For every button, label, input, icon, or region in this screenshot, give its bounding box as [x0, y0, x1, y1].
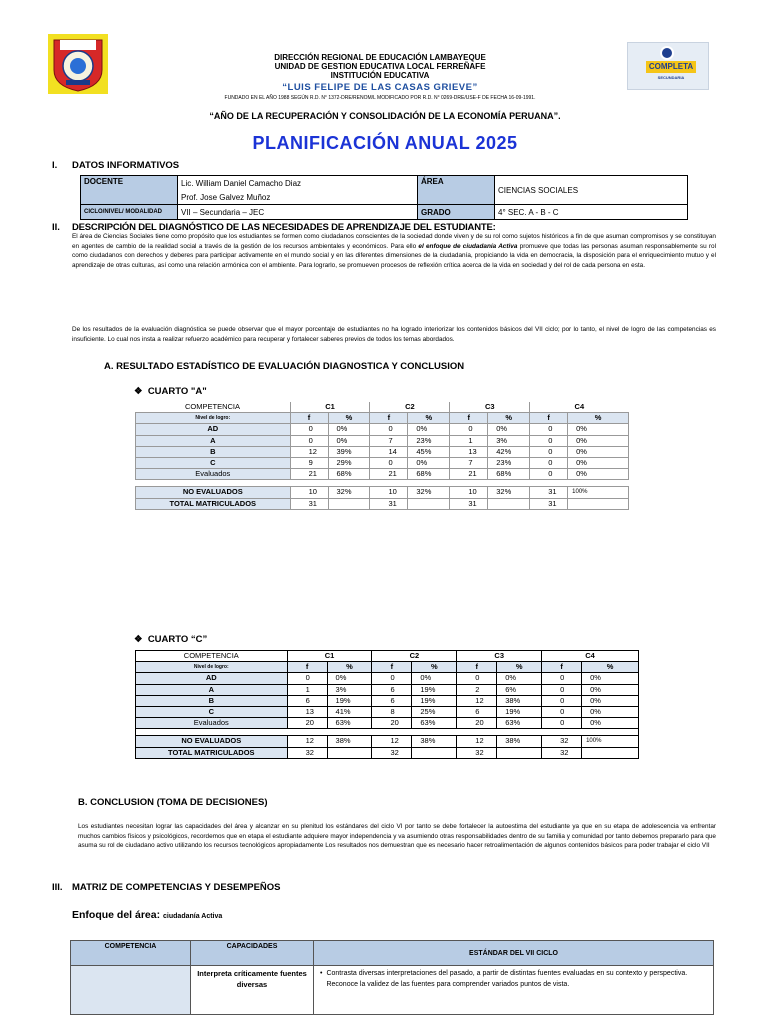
pct-cell: 0%	[488, 424, 530, 435]
pct-cell: 19%	[412, 695, 457, 706]
pct-header: %	[497, 662, 542, 673]
f-header: f	[457, 662, 497, 673]
freq-cell: 21	[370, 469, 408, 480]
stats-row-b	[136, 695, 639, 706]
pct-cell: 3%	[488, 435, 530, 446]
pct-cell: 0%	[582, 684, 639, 695]
bullet-icon: •	[320, 970, 323, 977]
pct-cell	[582, 747, 639, 758]
c3-header: C3	[450, 402, 530, 413]
ciclo-value: VII – Secundaria – JEC	[178, 205, 418, 220]
area-value: CIENCIAS SOCIALES	[495, 176, 688, 205]
pct-cell: 0%	[568, 469, 629, 480]
section1-num: I.	[52, 160, 58, 171]
freq-cell: 0	[530, 457, 568, 468]
diagnostic-paragraph-2: De los resultados de la evaluación diagnóstica se puede observar que el mayor porcentaje de estudiantes no ha logrado interiorizar los contenidos básicos del VII ciclo; por lo tanto, el nivel de logro de las competencias es insuficiente. Lo cual nos insta a realizar refuerzo académico para recuperar y fortalecer saberes previos de todos los temas abordados.	[72, 326, 716, 343]
freq-cell: 6	[372, 695, 412, 706]
freq-cell: 0	[542, 695, 582, 706]
freq-cell: 31	[370, 498, 408, 509]
freq-cell: 8	[372, 706, 412, 717]
freq-cell: 20	[372, 718, 412, 729]
row-label: TOTAL MATRICULADOS	[136, 498, 291, 509]
pct-cell: 0%	[582, 718, 639, 729]
section2-title: DESCRIPCIÓN DEL DIAGNÓSTICO DE LAS NECESIDADES DE APRENDIZAJE DEL ESTUDIANTE:	[72, 222, 496, 233]
pct-cell: 38%	[327, 736, 372, 747]
area-label: ÁREA	[418, 176, 495, 205]
row-label: A	[136, 684, 288, 695]
stats-row-evaluados	[136, 469, 629, 480]
freq-cell: 32	[542, 736, 582, 747]
pct-header: %	[412, 662, 457, 673]
section3-num: III.	[52, 882, 63, 893]
stats-table-cuarto-a	[135, 402, 629, 510]
diamond-bullet-icon: ❖	[134, 386, 143, 397]
pct-cell: 6%	[497, 684, 542, 695]
matriz-col-capacidades: CAPACIDADES	[191, 941, 314, 966]
pct-cell: 0%	[408, 424, 450, 435]
grado-value: 4° SEC. A - B - C	[495, 205, 688, 220]
diamond-bullet-icon: ❖	[134, 634, 143, 645]
pct-cell: 0%	[582, 706, 639, 717]
pct-cell: 0%	[328, 424, 370, 435]
stats-row-ad	[136, 424, 629, 435]
matriz-estandar-1	[314, 966, 714, 1015]
pct-cell	[328, 498, 370, 509]
pct-header: %	[328, 413, 370, 424]
row-label: C	[136, 706, 288, 717]
enfoque-value: ciudadanía Activa	[163, 913, 223, 920]
freq-cell: 12	[457, 736, 497, 747]
pct-cell: 23%	[408, 435, 450, 446]
matriz-competencia-cell	[71, 966, 191, 1015]
row-label: A	[136, 435, 291, 446]
pct-cell: 63%	[412, 718, 457, 729]
freq-cell: 12	[290, 446, 328, 457]
freq-cell: 20	[457, 718, 497, 729]
pct-cell: 68%	[408, 469, 450, 480]
subsection-a-title: A. RESULTADO ESTADÍSTICO DE EVALUACIÓN DIAGNOSTICA Y CONCLUSION	[104, 361, 465, 372]
para1-part-a: El área de Ciencias Sociales tiene como propósito que los estudiantes se formen como ciudadanos conscientes de la sociedad donde viven y de su rol como sujetos históricos a fin de que asuman compromisos y se constituyan en agentes de cambio de la realidad social a través de la gestión de los recursos ambientales y económicos. Para ello	[72, 233, 716, 250]
c1-header: C1	[290, 402, 370, 413]
freq-cell: 32	[372, 747, 412, 758]
pct-cell: 32%	[328, 487, 370, 498]
pct-cell: 0%	[568, 457, 629, 468]
pct-cell: 25%	[412, 706, 457, 717]
freq-cell: 7	[370, 435, 408, 446]
matriz-capacidad-1: Interpreta críticamente fuentes diversas	[191, 966, 314, 1015]
pct-header: %	[408, 413, 450, 424]
freq-cell: 21	[450, 469, 488, 480]
stats-row-b	[136, 446, 629, 457]
school-name: “LUIS FELIPE DE LAS CASAS GRIEVE”	[282, 82, 478, 93]
freq-cell: 0	[287, 673, 327, 684]
pct-cell: 100%	[568, 487, 629, 498]
freq-cell: 20	[287, 718, 327, 729]
ciclo-label: CICLO/NIVEL/ MODALIDAD	[81, 205, 178, 220]
pct-cell: 68%	[328, 469, 370, 480]
year-title: “AÑO DE LA RECUPERACIÓN Y CONSOLIDACIÓN DE LA ECONOMÍA PERUANA”.	[209, 111, 561, 121]
para1-part-b: promueve que todas las personas asuman responsablemente su rol como ciudadanos con derechos y deberes para participar activamente en el mundo social y en las diferentes dimensiones de la ciudadanía, propiciando la vida en democracia, la disposición para el enriquecimiento mutuo y el aprendizaje de otras culturas, así como una relación armónica con el ambiente. Para lograrlo, se promueven procesos de reflexión crítica acerca de la vida en sociedad y del rol de cada persona en esta.	[72, 242, 716, 269]
docente-label: DOCENTE	[81, 176, 178, 205]
stats-row-c	[136, 457, 629, 468]
pct-cell: 32%	[408, 487, 450, 498]
row-label: NO EVALUADOS	[136, 487, 291, 498]
pct-cell: 42%	[488, 446, 530, 457]
row-label: Evaluados	[136, 718, 288, 729]
pct-cell: 0%	[327, 673, 372, 684]
row-label: TOTAL MATRICULADOS	[136, 747, 288, 758]
freq-cell: 0	[372, 673, 412, 684]
pct-cell: 0%	[582, 673, 639, 684]
pct-cell: 39%	[328, 446, 370, 457]
docente-1: Lic. William Daniel Camacho Diaz	[178, 176, 418, 191]
freq-cell: 12	[457, 695, 497, 706]
pct-cell: 63%	[497, 718, 542, 729]
table2-heading-text: CUARTO “C”	[147, 634, 208, 645]
founded-note: FUNDADO EN EL AÑO 1988 SEGÚN R.D. N° 1372-DRE/RENOM/L MODIFICADO POR R.D. N° 0269-DRE/USE-F DE FECHA 16-09-1991.	[224, 95, 536, 101]
no-evaluados-row	[136, 487, 629, 498]
grado-label: GRADO	[418, 205, 495, 220]
freq-cell: 7	[450, 457, 488, 468]
c4-header: C4	[530, 402, 629, 413]
pct-cell: 0%	[582, 695, 639, 706]
enfoque-line	[72, 909, 222, 921]
freq-cell: 12	[287, 736, 327, 747]
stats-row-evaluados	[136, 718, 639, 729]
freq-cell: 6	[287, 695, 327, 706]
freq-cell: 0	[450, 424, 488, 435]
pct-cell: 3%	[327, 684, 372, 695]
freq-cell: 13	[287, 706, 327, 717]
c1-header: C1	[287, 651, 372, 662]
f-header: f	[542, 662, 582, 673]
school-crest-logo	[48, 34, 108, 94]
diagnostic-paragraph-1	[72, 232, 716, 270]
stats-row-c	[136, 706, 639, 717]
pct-cell: 38%	[497, 695, 542, 706]
nivel-logro-label: Nivel de logro:	[136, 662, 288, 673]
freq-cell: 0	[290, 435, 328, 446]
pct-cell: 0%	[568, 446, 629, 457]
pct-header: %	[327, 662, 372, 673]
freq-cell: 0	[530, 446, 568, 457]
stats-row-a	[136, 435, 629, 446]
freq-cell: 0	[457, 673, 497, 684]
pct-cell: 23%	[488, 457, 530, 468]
pct-cell: 0%	[328, 435, 370, 446]
f-header: f	[450, 413, 488, 424]
pct-cell: 38%	[497, 736, 542, 747]
c2-header: C2	[370, 402, 450, 413]
pct-cell: 41%	[327, 706, 372, 717]
freq-cell: 0	[290, 424, 328, 435]
freq-cell: 10	[370, 487, 408, 498]
pct-cell: 68%	[488, 469, 530, 480]
stats-row-ad	[136, 673, 639, 684]
section1-title: DATOS INFORMATIVOS	[72, 160, 180, 171]
competencia-header: COMPETENCIA	[136, 651, 288, 662]
freq-cell: 6	[372, 684, 412, 695]
logo-text: COMPLETA	[646, 61, 696, 73]
competencia-header: COMPETENCIA	[136, 402, 291, 413]
c2-header: C2	[372, 651, 457, 662]
total-matriculados-row	[136, 747, 639, 758]
section2-num: II.	[52, 222, 60, 233]
table2-heading	[134, 634, 207, 645]
row-label: Evaluados	[136, 469, 291, 480]
clock-icon	[660, 46, 674, 60]
stats-row-a	[136, 684, 639, 695]
freq-cell: 31	[530, 498, 568, 509]
pct-cell	[327, 747, 372, 758]
pct-cell: 100%	[582, 736, 639, 747]
row-label: C	[136, 457, 291, 468]
logo-subtext: SECUNDARIA	[657, 75, 685, 80]
conclusion-text: Los estudiantes necesitan lograr las capacidades del área y alcanzar en su plenitud los estándares del ciclo VI por tanto se debe fortalecer la autoestima del estudiante ya que en su etapa de adolescencia va enfrentar muchos cambios físicos y psicológicos, recordemos que en etapa el estudiante adquiere mayor independencia y va asumiendo otras responsabilidades dentro de su familia y comunidad por tanto debemos prepararlo para que asuma su rol de ciudadano activo utilizando los recursos tecnológicos apropiadamente Los resultados nos demuestran que es necesario hacer retroalimentación de algunos contenidos básicos para poder trabajar el ciclo VII	[78, 823, 716, 850]
jornada-completa-logo	[627, 42, 709, 90]
pct-cell: 0%	[568, 424, 629, 435]
freq-cell: 0	[542, 706, 582, 717]
c4-header: C4	[542, 651, 639, 662]
pct-cell: 19%	[327, 695, 372, 706]
freq-cell: 31	[450, 498, 488, 509]
pct-cell: 45%	[408, 446, 450, 457]
matriz-col-competencia: COMPETENCIA	[71, 941, 191, 966]
header-line-2: UNIDAD DE GESTION EDUCATIVA LOCAL FERREÑAFE	[274, 62, 486, 71]
freq-cell: 10	[290, 487, 328, 498]
docente-2: Prof. Jose Galvez Muñoz	[178, 190, 418, 205]
freq-cell: 21	[290, 469, 328, 480]
freq-cell: 1	[287, 684, 327, 695]
freq-cell: 0	[542, 673, 582, 684]
pct-cell: 63%	[327, 718, 372, 729]
enfoque-label: Enfoque del área:	[72, 909, 161, 921]
freq-cell: 0	[370, 457, 408, 468]
freq-cell: 31	[290, 498, 328, 509]
table1-heading	[134, 386, 207, 397]
row-label: B	[136, 695, 288, 706]
no-evaluados-row	[136, 736, 639, 747]
pct-cell	[408, 498, 450, 509]
freq-cell: 13	[450, 446, 488, 457]
pct-cell: 0%	[408, 457, 450, 468]
f-header: f	[370, 413, 408, 424]
pct-cell	[412, 747, 457, 758]
freq-cell: 10	[450, 487, 488, 498]
pct-cell: 0%	[568, 435, 629, 446]
doc-title: PLANIFICACIÓN ANUAL 2025	[252, 133, 518, 153]
pct-header: %	[488, 413, 530, 424]
matriz-competencias-table	[70, 940, 714, 1015]
freq-cell: 9	[290, 457, 328, 468]
para1-emphasis: el enfoque de ciudadanía Activa	[418, 242, 518, 250]
row-label: NO EVALUADOS	[136, 736, 288, 747]
stats-table-cuarto-c	[135, 650, 639, 759]
freq-cell: 0	[370, 424, 408, 435]
total-matriculados-row	[136, 498, 629, 509]
pct-cell: 29%	[328, 457, 370, 468]
freq-cell: 31	[530, 487, 568, 498]
row-label: B	[136, 446, 291, 457]
header-line-1: DIRECCIÓN REGIONAL DE EDUCACIÓN LAMBAYEQUE	[274, 53, 486, 62]
section3-title: MATRIZ DE COMPETENCIAS Y DESEMPEÑOS	[72, 882, 281, 893]
row-label: AD	[136, 424, 291, 435]
freq-cell: 0	[530, 435, 568, 446]
f-header: f	[372, 662, 412, 673]
freq-cell: 0	[542, 684, 582, 695]
freq-cell: 1	[450, 435, 488, 446]
freq-cell: 0	[530, 424, 568, 435]
pct-cell: 38%	[412, 736, 457, 747]
pct-cell: 0%	[412, 673, 457, 684]
freq-cell: 0	[530, 469, 568, 480]
pct-cell: 19%	[497, 706, 542, 717]
row-label: AD	[136, 673, 288, 684]
freq-cell: 0	[542, 718, 582, 729]
conclusion-title: B. CONCLUSION (TOMA DE DECISIONES)	[78, 797, 268, 808]
pct-cell: 32%	[488, 487, 530, 498]
freq-cell: 14	[370, 446, 408, 457]
c3-header: C3	[457, 651, 542, 662]
pct-header: %	[568, 413, 629, 424]
pct-cell: 19%	[412, 684, 457, 695]
matriz-estandar-1-text: Contrasta diversas interpretaciones del pasado, a partir de distintas fuentes evaluadas en su contexto y perspectiva. Reconoce la validez de las fuentes para comprender variados puntos de vista.	[326, 970, 688, 988]
f-header: f	[287, 662, 327, 673]
pct-cell: 0%	[497, 673, 542, 684]
datos-informativos-table	[80, 175, 688, 220]
freq-cell: 2	[457, 684, 497, 695]
table1-heading-text: CUARTO "A"	[147, 386, 207, 397]
pct-cell	[497, 747, 542, 758]
pct-cell	[488, 498, 530, 509]
pct-cell	[568, 498, 629, 509]
matriz-col-estandar: ESTÁNDAR DEL VII CICLO	[314, 941, 714, 966]
freq-cell: 32	[542, 747, 582, 758]
freq-cell: 32	[287, 747, 327, 758]
f-header: f	[290, 413, 328, 424]
header-line-3: INSTITUCIÓN EDUCATIVA	[330, 71, 430, 80]
nivel-logro-label: Nivel de logro:	[136, 413, 291, 424]
freq-cell: 6	[457, 706, 497, 717]
freq-cell: 32	[457, 747, 497, 758]
freq-cell: 12	[372, 736, 412, 747]
f-header: f	[530, 413, 568, 424]
pct-header: %	[582, 662, 639, 673]
